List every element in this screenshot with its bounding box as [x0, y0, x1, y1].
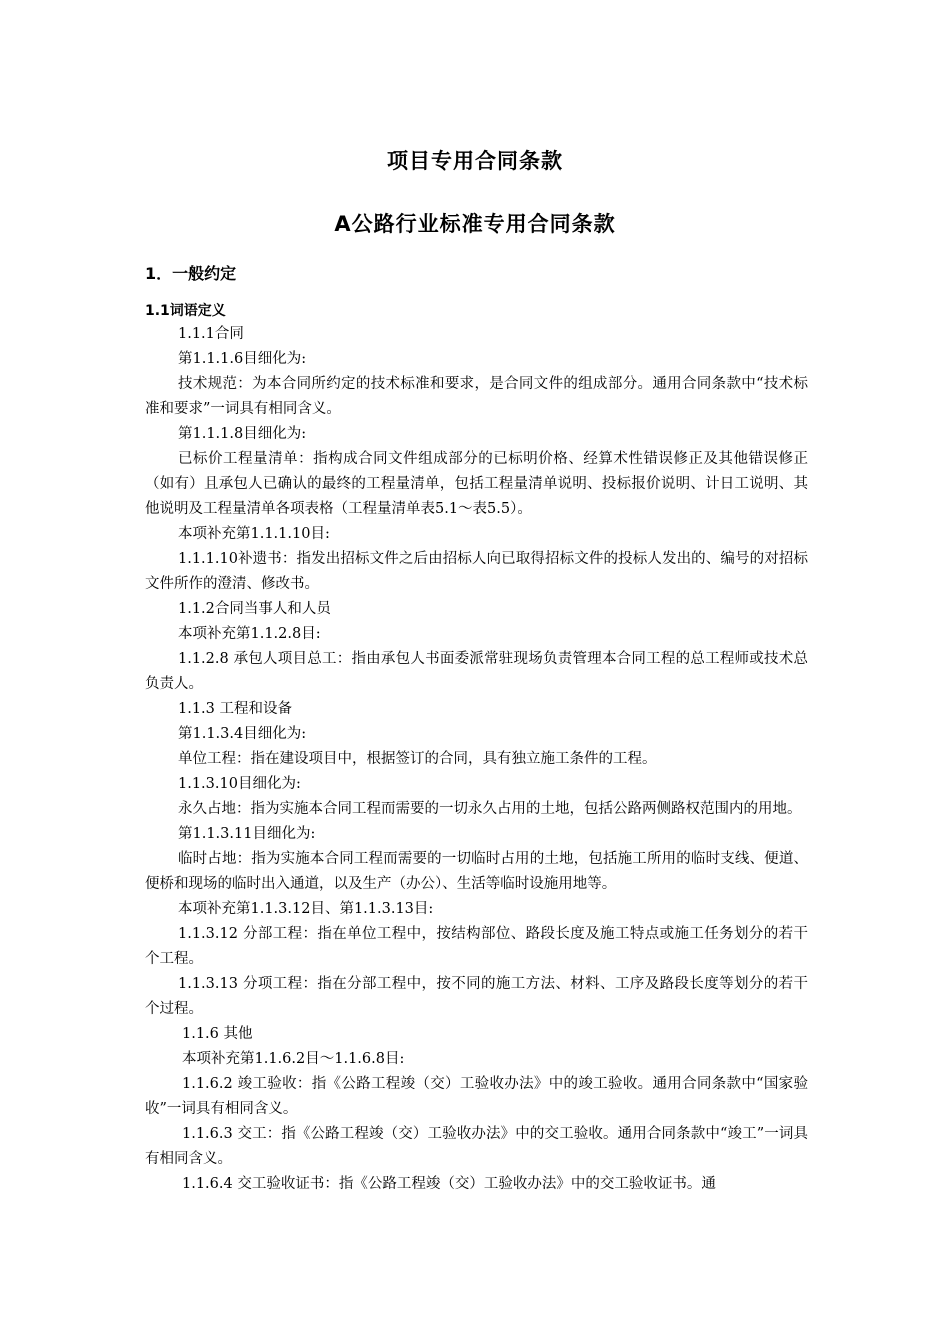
paragraph: 1.1.6 其他: [182, 1026, 253, 1042]
subsection-heading: 1.1词语定义: [145, 303, 226, 319]
paragraph: 已标价工程量清单：指构成合同文件组成部分的已标明价格、经算术性错误修正及其他错误修正（如有）且承包人已确认的最终的工程量清单，包括工程量清单说明、投标报价说明、计日工说明、其他说明及工程量清单各项表格（工程量清单表5.1～表5.5）。: [145, 451, 808, 517]
paragraph: 1.1.1.10补遗书：指发出招标文件之后由招标人向已取得招标文件的投标人发出的、编号的对招标文件所作的澄清、修改书。: [145, 551, 808, 592]
document-body: [145, 322, 808, 1197]
paragraph: 1.1.3.12 分部工程：指在单位工程中，按结构部位、路段长度及施工特点或施工任务划分的若干个工程。: [145, 926, 808, 967]
document-title: 项目专用合同条款: [387, 149, 563, 173]
document-subtitle: A公路行业标准专用合同条款: [334, 212, 616, 236]
paragraph: 永久占地：指为实施本合同工程而需要的一切永久占用的土地，包括公路两侧路权范围内的用地。: [178, 801, 802, 817]
paragraph: 1.1.2合同当事人和人员: [178, 601, 331, 617]
paragraph: 第1.1.3.11目细化为:: [178, 826, 316, 842]
paragraph: 1.1.6.2 竣工验收：指《公路工程竣（交）工验收办法》中的竣工验收。通用合同条款中“国家验收”一词具有相同含义。: [145, 1076, 808, 1117]
paragraph: 1.1.3.13 分项工程：指在分部工程中，按不同的施工方法、材料、工序及路段长度等划分的若干个过程。: [145, 976, 808, 1017]
paragraph: 1.1.6.3 交工：指《公路工程竣（交）工验收办法》中的交工验收。通用合同条款中“竣工”一词具有相同含义。: [145, 1126, 808, 1167]
paragraph: 第1.1.1.8目细化为:: [178, 426, 307, 442]
paragraph: 本项补充第1.1.6.2目～1.1.6.8目:: [182, 1051, 405, 1067]
paragraph: 本项补充第1.1.3.12目、第1.1.3.13目:: [178, 901, 434, 917]
paragraph: 1.1.1合同: [178, 326, 244, 342]
paragraph: 1.1.6.4 交工验收证书：指《公路工程竣（交）工验收办法》中的交工验收证书。通: [182, 1176, 716, 1192]
paragraph: 1.1.3.10目细化为:: [178, 776, 301, 792]
paragraph: 第1.1.3.4目细化为:: [178, 726, 307, 742]
paragraph: 技术规范：为本合同所约定的技术标准和要求，是合同文件的组成部分。通用合同条款中“技术标准和要求”一词具有相同含义。: [145, 376, 808, 417]
paragraph: 本项补充第1.1.1.10目:: [178, 526, 330, 542]
paragraph: 1.1.3 工程和设备: [178, 701, 293, 717]
paragraph: 本项补充第1.1.2.8目:: [178, 626, 321, 642]
paragraph: 临时占地：指为实施本合同工程而需要的一切临时占用的土地，包括施工所用的临时支线、便道、便桥和现场的临时出入通道，以及生产（办公）、生活等临时设施用地等。: [145, 851, 808, 892]
paragraph: 1.1.2.8 承包人项目总工：指由承包人书面委派常驻现场负责管理本合同工程的总工程师或技术总负责人。: [145, 651, 808, 692]
section-heading: 1．一般约定: [145, 264, 237, 283]
paragraph: 第1.1.1.6目细化为:: [178, 351, 307, 367]
paragraph: 单位工程：指在建设项目中，根据签订的合同，具有独立施工条件的工程。: [178, 751, 657, 767]
